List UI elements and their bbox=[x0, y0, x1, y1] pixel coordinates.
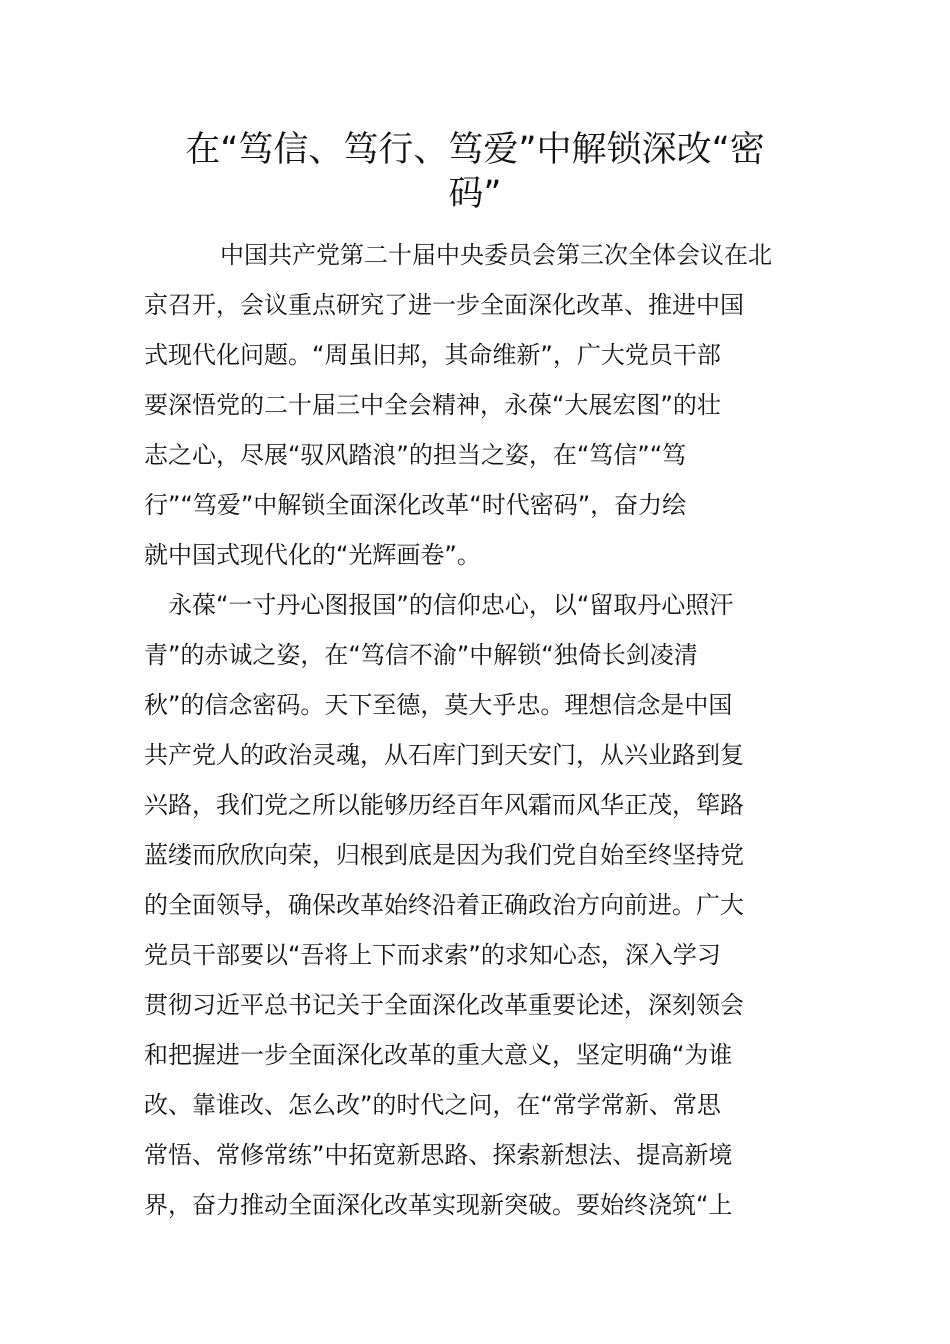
text-line: 行”“笃爱”中解锁全面深化改革“时代密码”，奋力绘 bbox=[144, 491, 687, 519]
title-line: 码” bbox=[448, 174, 502, 214]
text-line: 改、靠谁改、怎么改”的时代之问，在“常学常新、常思 bbox=[144, 1091, 721, 1119]
text-line: 秋”的信念密码。天下至德，莫大乎忠。理想信念是中国 bbox=[144, 691, 733, 719]
text-line: 和把握进一步全面深化改革的重大意义，坚定明确“为谁 bbox=[144, 1041, 733, 1069]
text-line: 的全面领导，确保改革始终沿着正确政治方向前进。广大 bbox=[144, 891, 744, 919]
document-title bbox=[144, 128, 806, 216]
text-line: 界，奋力推动全面深化改革实现新突破。要始终浇筑“上 bbox=[144, 1191, 733, 1219]
text-line: 党员干部要以“吾将上下而求索”的求知心态，深入学习 bbox=[144, 941, 721, 969]
text-line: 志之心，尽展“驭风踏浪”的担当之姿，在“笃信”“笃 bbox=[144, 441, 687, 469]
title-line: 在“笃信、笃行、笃爱”中解锁深改“密 bbox=[185, 130, 765, 170]
paragraph-2 bbox=[144, 580, 824, 1230]
text-line: 共产党人的政治灵魂，从石库门到天安门，从兴业路到复 bbox=[144, 741, 744, 769]
text-line: 常悟、常修常练”中拓宽新思路、探索新想法、提高新境 bbox=[144, 1141, 733, 1169]
text-line: 中国共产党第二十届中央委员会第三次全体会议在北 bbox=[220, 241, 772, 269]
text-line: 蓝缕而欣欣向荣，归根到底是因为我们党自始至终坚持党 bbox=[144, 841, 744, 869]
text-line: 京召开，会议重点研究了进一步全面深化改革、推进中国 bbox=[144, 291, 744, 319]
text-line: 永葆“一寸丹心图报国”的信仰忠心，以“留取丹心照汗 bbox=[168, 591, 734, 619]
text-line: 就中国式现代化的“光辉画卷”。 bbox=[144, 541, 481, 569]
text-line: 兴路，我们党之所以能够历经百年风霜而风华正茂，筚路 bbox=[144, 791, 744, 819]
text-line: 青”的赤诚之姿，在“笃信不渝”中解锁“独倚长剑凌清 bbox=[144, 641, 698, 669]
text-line: 贯彻习近平总书记关于全面深化改革重要论述，深刻领会 bbox=[144, 991, 744, 1019]
document-body bbox=[144, 230, 824, 1230]
text-line: 要深悟党的二十届三中全会精神，永葆“大展宏图”的壮 bbox=[144, 391, 721, 419]
paragraph-1 bbox=[144, 230, 824, 580]
text-line: 式现代化问题。“周虽旧邦，其命维新”，广大党员干部 bbox=[144, 341, 721, 369]
